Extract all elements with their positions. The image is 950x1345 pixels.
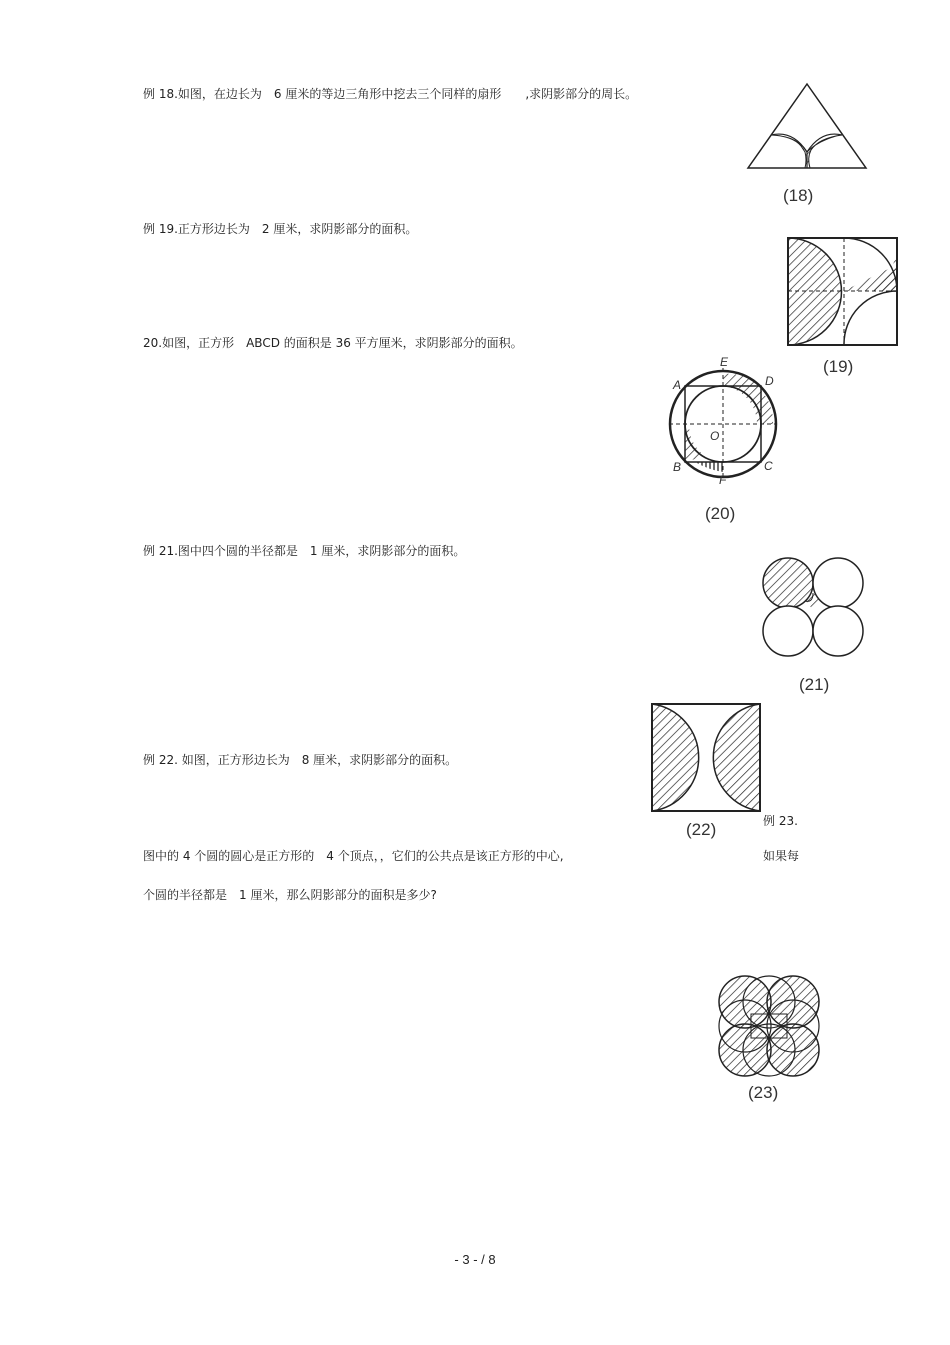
figure-18-triangle bbox=[745, 80, 870, 175]
figure-19-caption: (19) bbox=[823, 357, 854, 376]
figure-22-square bbox=[648, 700, 764, 816]
figure-21-four-circles bbox=[760, 555, 868, 660]
example-23-label: 例 23. bbox=[763, 814, 798, 828]
figure-23-caption: (23) bbox=[748, 1083, 779, 1102]
point-c-label: C bbox=[764, 459, 773, 473]
point-f-label: F bbox=[719, 473, 727, 487]
point-e-label: E bbox=[720, 355, 729, 369]
example-18-text: 例 18.如图，在边长为 6 厘米的等边三角形中挖去三个同样的扇形 ,求阴影部分的周长。 bbox=[143, 87, 638, 101]
figure-20-caption: (20) bbox=[705, 504, 736, 523]
example-20-text: 20.如图，正方形 ABCD 的面积是 36 平方厘米，求阴影部分的面积。 bbox=[143, 336, 523, 350]
example-23-line-1: 图中的 4 个圆的圆心是正方形的 4 个顶点，，它们的公共点是该正方形的中心, bbox=[143, 849, 564, 863]
point-a-label: A bbox=[673, 378, 682, 392]
example-22-text: 例 22. 如图，正方形边长为 8 厘米，求阴影部分的面积。 bbox=[143, 753, 458, 767]
point-o-label: O bbox=[710, 429, 720, 443]
figure-23-flower bbox=[713, 970, 825, 1082]
figure-21-caption: (21) bbox=[799, 675, 830, 694]
point-d-label: D bbox=[765, 374, 774, 388]
page-number: - 3 - / 8 bbox=[454, 1252, 496, 1267]
example-23-line-1-end: 如果每 bbox=[763, 849, 800, 863]
example-21-text: 例 21.图中四个圆的半径都是 1 厘米，求阴影部分的面积。 bbox=[143, 544, 466, 558]
point-b-label: B bbox=[673, 460, 682, 474]
figure-22-caption: (22) bbox=[686, 820, 717, 839]
figure-19-square bbox=[785, 235, 900, 350]
figure-18-caption: (18) bbox=[783, 186, 814, 205]
example-23-line-2: 个圆的半径都是 1 厘米，那么阴影部分的面积是多少? bbox=[143, 888, 437, 902]
example-19-text: 例 19.正方形边长为 2 厘米，求阴影部分的面积。 bbox=[143, 222, 418, 236]
